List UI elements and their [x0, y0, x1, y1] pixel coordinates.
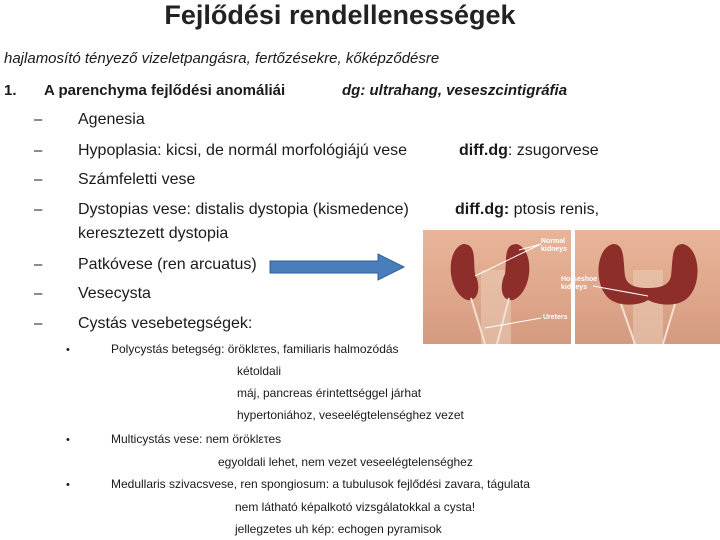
subitem-line: kétoldali — [237, 364, 282, 378]
subitem-multicystas: Multicystás vese: nem öröklετes — [111, 432, 282, 446]
bullet-icon: • — [66, 434, 70, 446]
diff-dg-label: diff.dg — [459, 142, 508, 159]
figure-label-line: Normal — [541, 238, 566, 245]
figure-label-ureters: Ureters — [543, 314, 568, 321]
horseshoe-kidney-figure — [423, 230, 720, 344]
section-number: 1. — [4, 82, 17, 99]
figure-label-horseshoe — [561, 276, 597, 292]
figure-label-line: Horseshoe — [561, 276, 598, 283]
subtitle: hajlamosító tényező vizeletpangásra, fertőzésekre, kőképződésre — [4, 50, 440, 67]
list-item-dystopias-cont: keresztezett dystopia — [78, 225, 229, 242]
diff-dg-text: : zsugorvese — [507, 142, 599, 159]
list-dash: – — [34, 315, 43, 332]
subitem-line: jellegzetes uh kép: echogen pyramisok — [235, 522, 442, 536]
figure-label-line: kidneys — [541, 246, 568, 253]
list-item-hypoplasia: Hypoplasia: kicsi, de normál morfológiájú vese — [78, 142, 408, 159]
list-dash: – — [34, 201, 43, 218]
list-item-szamfeletti: Számfeletti vese — [78, 171, 196, 188]
diff-dg-text: ptosis renis, — [509, 201, 600, 218]
bullet-icon: • — [66, 344, 70, 356]
list-dash: – — [34, 171, 43, 188]
list-item-dystopias: Dystopias vese: distalis dystopia (kismedence) — [78, 201, 409, 218]
section-diagnostics: dg: ultrahang, veseszcintigráfia — [342, 82, 568, 99]
subitem-line: egyoldali lehet, nem vezet veseelégtelenséghez — [218, 455, 473, 469]
page-title: Fejlődési rendellenességek — [164, 0, 516, 30]
subitem-line: máj, pancreas érintettséggel járhat — [237, 386, 422, 400]
diff-dg-hypoplasia — [459, 142, 599, 160]
arrow-icon — [268, 252, 408, 282]
list-dash: – — [34, 142, 43, 159]
list-item-patkovese: Patkóvese (ren arcuatus) — [78, 256, 257, 273]
diff-dg-label: diff.dg: — [455, 201, 510, 218]
subitem-line: hypertoniához, veseelégtelenséghez vezet — [237, 408, 464, 422]
subitem-polycystas: Polycystás betegség: öröklετes, familiaris halmozódás — [111, 342, 399, 356]
subitem-line: nem látható képalkotó vizsgálatokkal a cysta! — [235, 500, 476, 514]
list-dash: – — [34, 111, 43, 128]
section-heading: A parenchyma fejlődési anomáliái — [44, 82, 286, 99]
figure-label-normal — [541, 238, 567, 254]
list-dash: – — [34, 285, 43, 302]
subitem-medullaris: Medullaris szivacsvese, ren spongiosum: a tubulusok fejlődési zavara, tágulata — [111, 477, 530, 491]
list-dash: – — [34, 256, 43, 273]
list-item-agenesia: Agenesia — [78, 111, 145, 128]
bullet-icon: • — [66, 479, 70, 491]
diff-dg-dystopias — [455, 201, 599, 219]
list-item-cystas: Cystás vesebetegségek: — [78, 315, 253, 332]
figure-label-line: kidneys — [561, 284, 588, 291]
list-item-vesecysta: Vesecysta — [78, 285, 151, 302]
